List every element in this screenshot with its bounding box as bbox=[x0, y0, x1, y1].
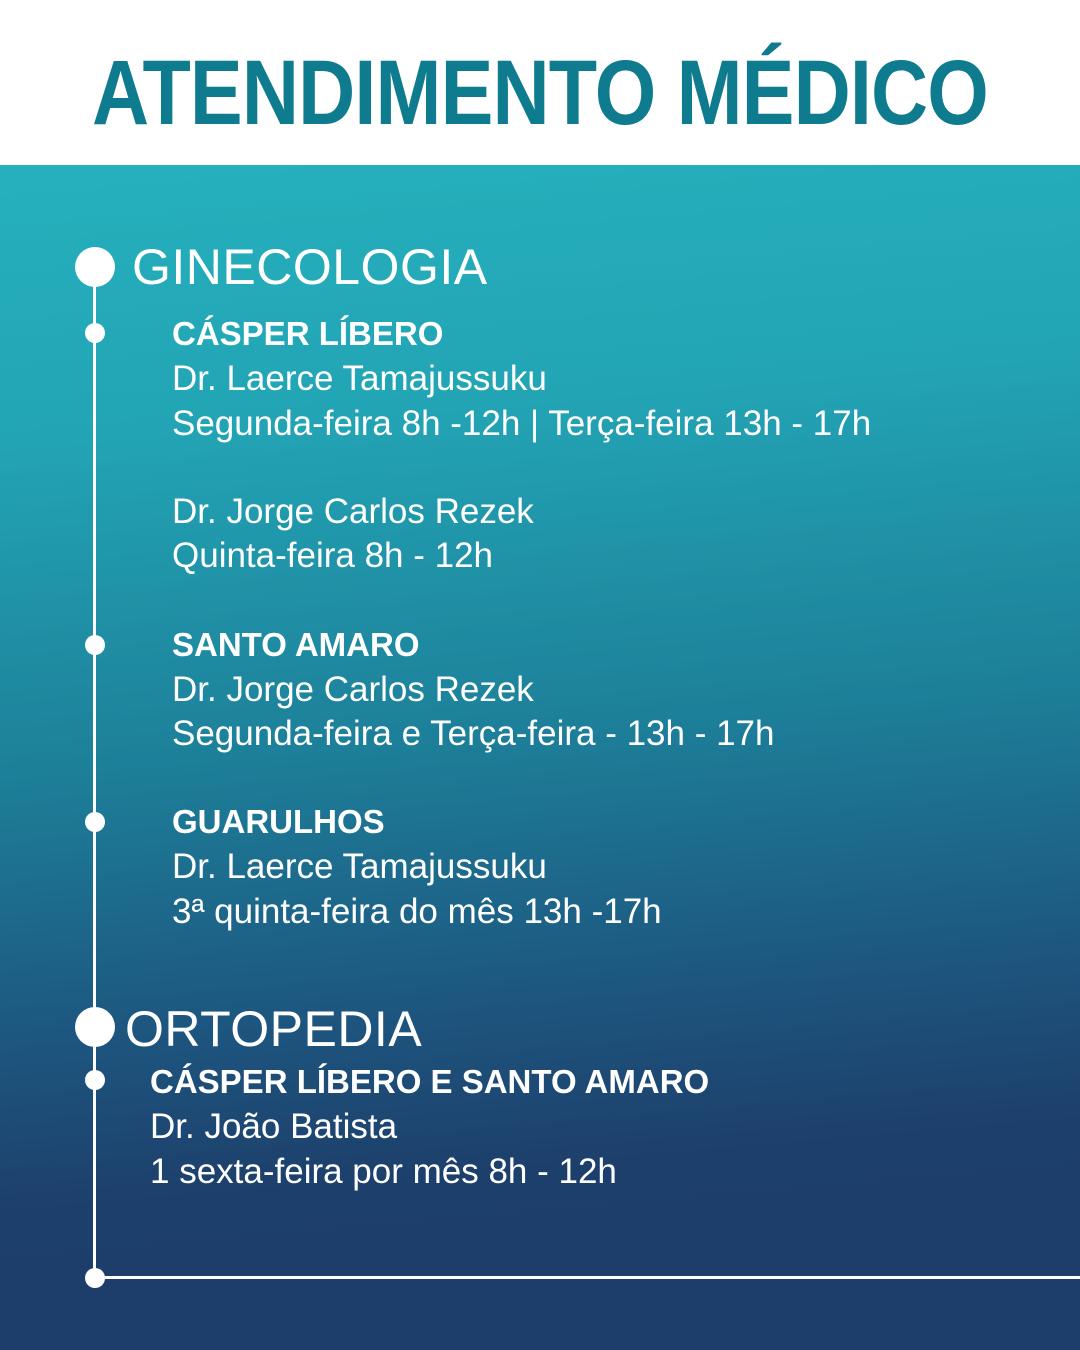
doctor-name: Dr. Laerce Tamajussuku bbox=[172, 847, 547, 886]
doctor-name: Dr. Jorge Carlos Rezek bbox=[172, 670, 534, 709]
location-marker-casper-santo-amaro bbox=[85, 1070, 105, 1090]
timeline-vertical-line bbox=[93, 267, 96, 1277]
schedule-text: Segunda-feira e Terça-feira - 13h - 17h bbox=[172, 714, 775, 753]
schedule-panel bbox=[0, 165, 1080, 1350]
section-marker-ortopedia bbox=[75, 1007, 115, 1047]
schedule-text: 1 sexta-feira por mês 8h - 12h bbox=[150, 1152, 617, 1191]
location-santo-amaro: SANTO AMARO bbox=[172, 626, 420, 663]
location-marker-santo-amaro bbox=[85, 635, 105, 655]
location-marker-casper bbox=[85, 323, 105, 343]
schedule-text: Segunda-feira 8h -12h | Terça-feira 13h - 17h bbox=[172, 404, 872, 443]
location-guarulhos: GUARULHOS bbox=[172, 803, 385, 840]
section-title-ginecologia: GINECOLOGIA bbox=[132, 239, 488, 295]
header bbox=[0, 0, 1080, 165]
schedule-text: 3ª quinta-feira do mês 13h -17h bbox=[172, 892, 662, 931]
section-marker-ginecologia bbox=[75, 247, 115, 287]
location-marker-guarulhos bbox=[85, 812, 105, 832]
timeline-end-marker bbox=[85, 1268, 105, 1288]
page-title: ATENDIMENTO MÉDICO bbox=[92, 42, 988, 144]
doctor-name: Dr. João Batista bbox=[150, 1107, 398, 1146]
section-title-ortopedia: ORTOPEDIA bbox=[125, 1001, 423, 1057]
location-casper-libero: CÁSPER LÍBERO bbox=[172, 315, 444, 352]
timeline-bottom-line bbox=[94, 1276, 1080, 1279]
doctor-name: Dr. Jorge Carlos Rezek bbox=[172, 492, 534, 531]
doctor-name: Dr. Laerce Tamajussuku bbox=[172, 359, 547, 398]
schedule-text: Quinta-feira 8h - 12h bbox=[172, 536, 494, 575]
location-casper-santo-amaro: CÁSPER LÍBERO E SANTO AMARO bbox=[150, 1063, 710, 1100]
